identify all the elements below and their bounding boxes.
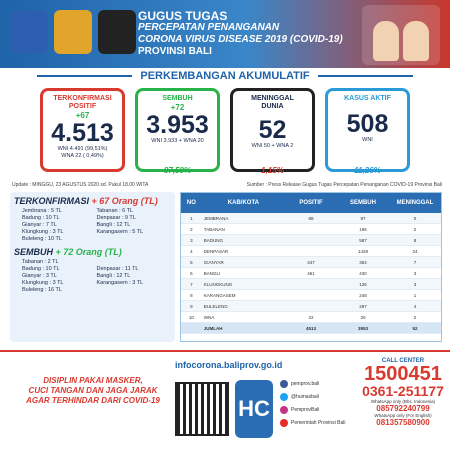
table-cell: BANGLI (203, 270, 221, 276)
social-twitter-label: @humasbali (291, 394, 319, 400)
header-title-block (138, 10, 343, 58)
table-body (181, 213, 441, 334)
table-cell: 5 (190, 259, 193, 265)
active-card (325, 88, 410, 175)
header-title: GUGUS TUGAS (138, 9, 228, 23)
death-value: 52 (258, 116, 287, 144)
website-url[interactable]: infocorona.baliprov.go.id (175, 360, 283, 370)
whatsapp-en-number[interactable]: 081357580900 (376, 418, 430, 427)
confirmed-card (40, 88, 125, 172)
section-title (0, 70, 450, 82)
header-banner (0, 0, 450, 68)
table-cell: 6 (190, 270, 193, 276)
table-cell: BULELENG (203, 303, 228, 309)
table-header (181, 193, 441, 213)
list-item: Denpasar : 11 TL (96, 266, 139, 272)
table-row (181, 268, 441, 279)
logo-group (10, 10, 136, 54)
list-item (97, 236, 172, 243)
confirmed-summary-title (14, 196, 171, 206)
list-item: Tabanan : 6 TL (96, 208, 134, 214)
social-youtube[interactable] (280, 417, 345, 430)
recovered-percent: 87,59% (163, 166, 192, 175)
daily-summary-panel (10, 192, 175, 342)
list-item: Tabanan : 2 TL (22, 259, 59, 265)
table-cell: 461 (307, 270, 315, 276)
table-cell: 1428 (357, 248, 368, 254)
active-value: 508 (346, 110, 389, 138)
death-label: MENINGGAL DUNIA (251, 95, 294, 110)
active-percent: 11,26% (354, 166, 381, 175)
table-cell: 24 (412, 248, 418, 254)
whatsapp-en-label: WhatsApp only (For English) (374, 413, 432, 418)
table-row (181, 290, 441, 301)
covid-task-force-logo (54, 10, 92, 54)
confirmed-value: 4.513 (51, 119, 114, 147)
divider (37, 75, 132, 77)
active-label: KASUS AKTIF (344, 95, 391, 102)
table-cell: WNA (203, 314, 215, 320)
confirmed-detail-2: WNA 22 ( 0,49%) (61, 153, 104, 159)
table-cell: 1 (190, 215, 193, 221)
table-row (181, 235, 441, 246)
recovered-delta: +72 (170, 103, 185, 112)
table-cell: 587 (359, 237, 367, 243)
social-facebook-label: pemprov.bali (291, 381, 320, 387)
list-item: Klungkung : 3 TL (22, 229, 64, 235)
table-cell: JUMLAH (203, 325, 223, 331)
header-regency: KAB/KOTA (227, 200, 259, 206)
table-cell: 430 (359, 270, 367, 276)
confirmed-label: TERKONFIRMASI POSITIF (53, 95, 112, 110)
table-row (181, 224, 441, 235)
table-cell: 3953 (357, 325, 368, 331)
list-item: Badung : 10 TL (22, 266, 60, 272)
list-item: Karangasem : 3 TL (96, 280, 144, 286)
official-2-photo (403, 21, 429, 61)
table-cell: 126 (359, 281, 367, 287)
table-cell: 20 (360, 314, 366, 320)
instagram-icon (280, 406, 288, 414)
death-card (230, 88, 315, 175)
officials-photo (362, 5, 440, 65)
table-row (181, 312, 441, 323)
table-cell: 4 (190, 248, 193, 254)
table-row (181, 323, 441, 334)
regency-table (180, 192, 442, 342)
table-cell: 287 (359, 303, 367, 309)
list-item: Denpasar : 9 TL (96, 215, 136, 221)
header-line4: PROVINSI BALI (138, 46, 212, 57)
death-detail: WNI 50 + WNA 2 (251, 143, 294, 149)
table-row (181, 279, 441, 290)
table-cell: 9 (190, 303, 193, 309)
list-item: Gianyar : 7 TL (22, 222, 57, 228)
list-item: Buleleng : 16 TL (22, 287, 62, 293)
recovered-summary-delta: + 72 Orang (TL) (55, 247, 122, 257)
confirmed-delta: +67 (75, 111, 90, 120)
update-text: Update : MINGGU, 23 AGUSTUS 2020 sd. Pukul 18.00 WITA (12, 182, 149, 188)
header-no: NO (186, 200, 196, 206)
table-cell: 196 (359, 226, 367, 232)
recovered-label: SEMBUH (162, 95, 193, 102)
table-cell: 97 (360, 215, 366, 221)
whatsapp-id-number[interactable]: 085792240799 (376, 404, 430, 413)
recovered-summary-rows (22, 259, 171, 294)
table-row (181, 257, 441, 268)
list-item (97, 259, 172, 266)
stat-cards (40, 88, 410, 178)
divider (318, 75, 413, 77)
recovered-value: 3.953 (146, 111, 209, 139)
update-line (12, 182, 442, 188)
qr-code (175, 382, 229, 436)
table-cell: 7 (413, 259, 417, 265)
social-twitter[interactable] (280, 391, 345, 404)
table-cell: KARANGASEM (203, 292, 236, 298)
confirmed-detail-1: WNI 4.491 (99,51%) (57, 146, 108, 152)
confirmed-summary-label: TERKONFIRMASI (14, 196, 89, 206)
header-positive: POSITIF (299, 200, 323, 206)
active-detail: WNI (362, 137, 373, 143)
recovered-summary-title (14, 247, 171, 257)
header-death: MENINGGAL (396, 200, 434, 206)
list-item: Karangasem : 5 TL (96, 229, 144, 235)
table-cell: 248 (359, 292, 367, 298)
table-cell: 8 (413, 237, 417, 243)
table-cell: 2 (190, 226, 193, 232)
list-item: Gianyar : 3 TL (22, 273, 57, 279)
table-cell: 4513 (305, 325, 316, 331)
header-recovered: SEMBUH (349, 200, 376, 206)
police-logo (98, 10, 136, 54)
call-number-1[interactable]: 1500451 (364, 363, 442, 385)
table-cell: 0 (413, 215, 417, 221)
table-cell: DENPASAR (203, 248, 229, 254)
youtube-icon (280, 419, 288, 427)
call-center (360, 358, 446, 427)
official-1-photo (373, 21, 399, 61)
table-cell: 88 (308, 215, 314, 221)
table-cell: 1 (413, 292, 417, 298)
twitter-icon (280, 393, 288, 401)
table-cell: 2 (413, 314, 417, 320)
confirmed-summary-rows (22, 208, 171, 243)
social-instagram[interactable] (280, 404, 345, 417)
list-item: Bangli : 12 TL (96, 273, 131, 279)
list-item: Klungkung : 3 TL (22, 280, 64, 286)
table-cell: 7 (190, 281, 193, 287)
table-cell: KLUNGKUNG (203, 281, 233, 287)
hc-logo: HC (235, 380, 273, 438)
social-instagram-label: PemprovBali (291, 407, 320, 413)
death-percent: 1,15% (261, 166, 284, 175)
list-item (97, 287, 172, 294)
table-cell: 8 (190, 292, 193, 298)
list-item: Jembrana : 5 TL (22, 208, 62, 214)
table-cell: 3 (413, 281, 417, 287)
table-cell: 2 (413, 226, 417, 232)
table-cell: BADUNG (203, 237, 224, 243)
table-cell: 3 (413, 270, 417, 276)
table-cell: 22 (308, 314, 314, 320)
recovered-summary-label: SEMBUH (14, 247, 54, 257)
header-line2: PERCEPATAN PENANGANAN (138, 22, 280, 33)
table-cell: 4 (413, 303, 417, 309)
social-list (280, 378, 345, 430)
table-cell: JEMBRANA (203, 215, 229, 221)
call-center-label: CALL CENTER (381, 358, 425, 364)
social-facebook[interactable] (280, 378, 345, 391)
source-text: Sumber : Press Release Gugus Tugas Percepatan Penanganan COVID-19 Provinsi Bali (246, 182, 442, 188)
list-item: Bangli : 12 TL (96, 222, 131, 228)
table-cell: GIANYAR (203, 259, 224, 265)
recovered-card (135, 88, 220, 175)
table-cell: 447 (307, 259, 315, 265)
call-number-2[interactable]: 0361-251177 (362, 383, 444, 399)
recovered-detail: WNI 3.933 + WNA 20 (151, 138, 204, 144)
bali-province-logo (10, 10, 48, 54)
table-row (181, 301, 441, 312)
confirmed-summary-delta: + 67 Orang (TL) (91, 196, 158, 206)
table-row (181, 213, 441, 224)
facebook-icon (280, 380, 288, 388)
health-message: DISIPLIN PAKAI MASKER, CUCI TANGAN DAN JAGA JARAK AGAR TERHINDAR DARI COVID-19 (26, 376, 160, 405)
table-cell: TABANAN (203, 226, 225, 232)
list-item: Badung : 10 TL (22, 215, 60, 221)
table-row (181, 246, 441, 257)
table-cell: 364 (359, 259, 367, 265)
section-title-text: PERKEMBANGAN AKUMULATIF (140, 70, 310, 82)
table-cell: 3 (190, 237, 193, 243)
table-cell: 52 (412, 325, 418, 331)
social-youtube-label: Pemerintah Provinsi Bali (291, 420, 346, 426)
table-cell: 10 (188, 314, 194, 320)
list-item: Buleleng : 10 TL (22, 236, 62, 242)
header-line3: CORONA VIRUS DISEASE 2019 (COVID-19) (138, 34, 343, 45)
whatsapp-id-label: WhatsApp only (Bhs. Indonesia) (370, 399, 436, 404)
